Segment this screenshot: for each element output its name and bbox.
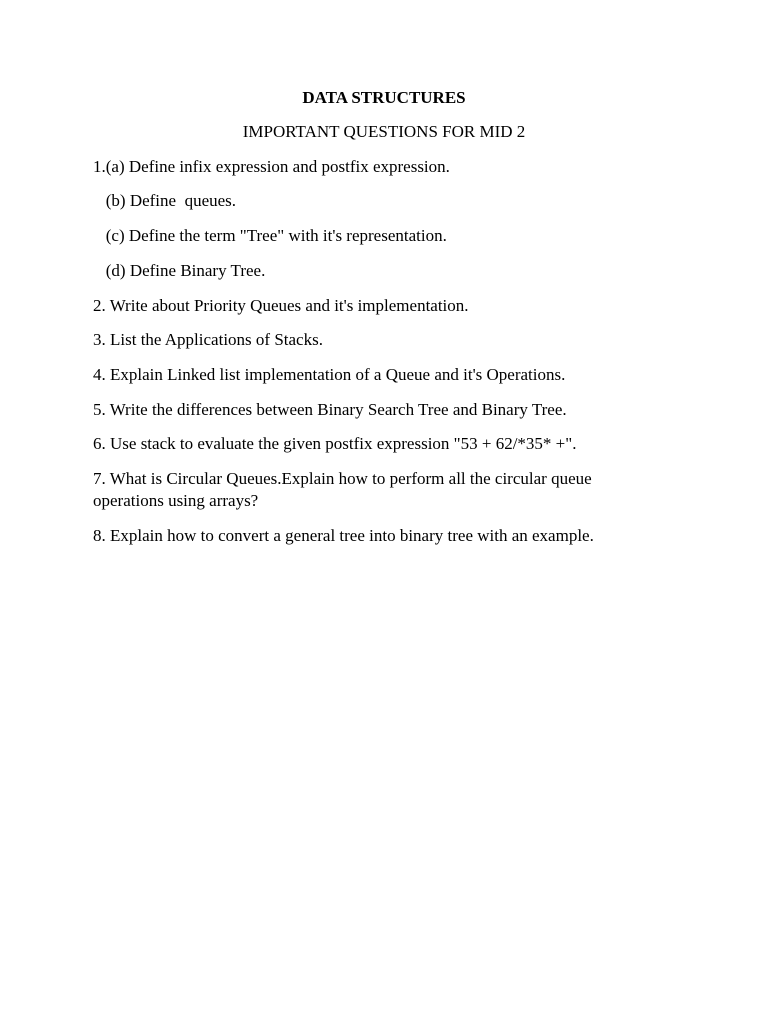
document-subtitle: IMPORTANT QUESTIONS FOR MID 2 <box>242 122 526 141</box>
question-2: 2. Write about Priority Queues and it's implementation. <box>93 296 469 315</box>
question-7: 7. What is Circular Queues.Explain how to perform all the circular queue operations using arrays? <box>93 469 592 510</box>
question-6: 6. Use stack to evaluate the given postfix expression "53 + 62/*35* +". <box>93 434 577 453</box>
question-3: 3. List the Applications of Stacks. <box>93 330 323 349</box>
document-title: DATA STRUCTURES <box>302 88 466 107</box>
question-1b: (b) Define queues. <box>93 191 237 210</box>
question-4: 4. Explain Linked list implementation of a Queue and it's Operations. <box>93 365 566 384</box>
question-1a: 1.(a) Define infix expression and postfix expression. <box>93 157 450 176</box>
question-1c: (c) Define the term "Tree" with it's representation. <box>93 226 447 245</box>
question-5: 5. Write the differences between Binary Search Tree and Binary Tree. <box>93 400 567 419</box>
question-1d: (d) Define Binary Tree. <box>93 261 266 280</box>
question-8: 8. Explain how to convert a general tree into binary tree with an example. <box>93 526 594 545</box>
